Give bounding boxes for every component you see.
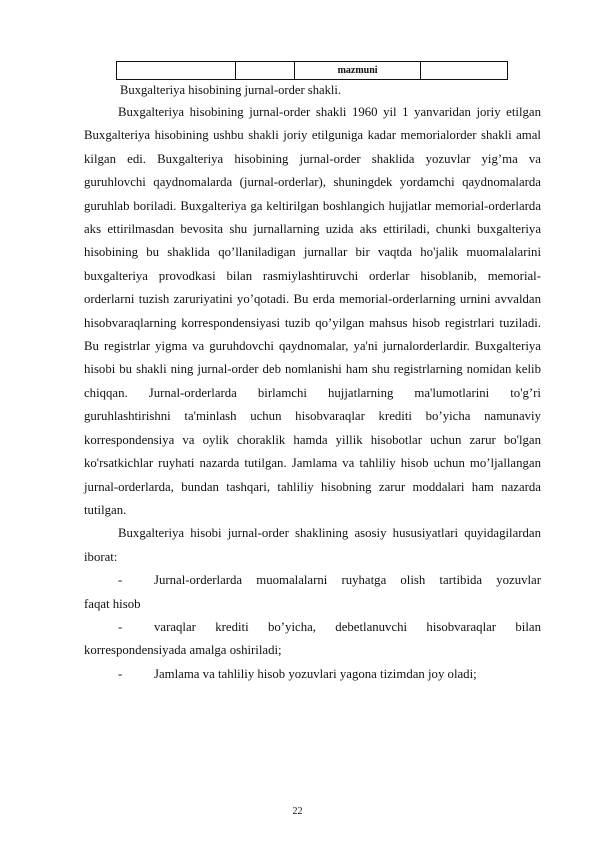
list-item	[84, 616, 541, 663]
list-marker: -	[118, 619, 123, 634]
table-caption: Buxgalteriya hisobining jurnal-order shakli.	[120, 83, 342, 97]
list-item-continuation: faqat hisob	[84, 596, 141, 611]
list-item-text: Jurnal-orderlarda muomalalarni ruyhatga olish tartibida yozuvlar	[154, 573, 541, 588]
header-table-row	[117, 62, 508, 80]
list-item-text: Jamlama va tahliliy hisob yozuvlari yagona tizimdan joy oladi;	[154, 666, 477, 681]
header-table	[116, 61, 508, 80]
paragraph-2: Buxgalteriya hisobi jurnal-order shaklining asosiy hususiyatlari quyidagilardan iborat:	[84, 526, 541, 564]
list-marker: -	[118, 573, 123, 588]
paragraph-1: Buxgalteriya hisobining jurnal-order shakli 1960 yil 1 yanvaridan joriy etilgan Buxgalteriya hisobining ushbu shakli joriy etilguniga kadar memorialorder shakli amal kilgan edi. Buxgalteriya hisobining jurnal-order shaklida yozuvlar yig’ma va guruhlovchi qaydnomalarda (jurnal-orderlar), shuningdek yordamchi qaydnomalarda guruhlab boriladi. Buxgalteriya ga keltirilgan boshlangich hujjatlar memorial-orderlarda aks ettirilmasdan bevosita shu jurnallarning uzida aks ettiriladi, chunki buxgalteriya hisobining bu shaklida qo’llaniladigan jurnallar bir vaqtda ho'jalik muomalalarini buxgalteriya provodkasi bilan rasmiylashtiruvchi orderlar hisoblanib, memorial-orderlarni tuzish zaruriyatini yo’qotadi. Bu erda memorial-orderlarning urnini avvaldan hisobvaraqlarning korrespondensiyasi tuzib qo’yilgan mahsus hisob registrlari tuziladi. Bu registrlar yigma va guruhdovchi qaydnomalar, ya'ni jurnalorderlardir. Buxgalteriya hisobi bu shakli ning jurnal-order deb nomlanishi ham shu registrlarning nomidan kelib chiqqan. Jurnal-orderlarda birlamchi hujjatlarning ma'lumotlarini to'g’ri guruhlashtirishni ta'minlash uchun hisobvaraqlar krediti bo’yicha namunaviy korrespondensiya va oylik choraklik hamda yillik hisobotlar uchun zarur bo'lgan ko'rsatkichlar ruyhati nazarda tutilgan. Jamlama va tahliliy hisob uchun mo’ljallangan jurnal-orderlarda, bundan tashqari, tahliliy hisobning zarur moddalari ham nazarda tutilgan.	[84, 105, 541, 517]
header-cell-1	[117, 62, 236, 80]
list-item-text: varaqlar krediti bo’yicha, debetlanuvchi hisobvaraqlar bilan	[154, 619, 541, 634]
header-cell-2	[235, 62, 294, 80]
header-cell-4	[420, 62, 507, 80]
page-number: 22	[292, 806, 303, 817]
header-cell-mazmuni: mazmuni	[295, 62, 420, 80]
list-item-continuation: korrespondensiyada amalga oshiriladi;	[84, 643, 282, 658]
body-text	[84, 101, 541, 686]
list-item	[84, 663, 541, 686]
list-marker: -	[118, 666, 123, 681]
list-item	[84, 569, 541, 616]
